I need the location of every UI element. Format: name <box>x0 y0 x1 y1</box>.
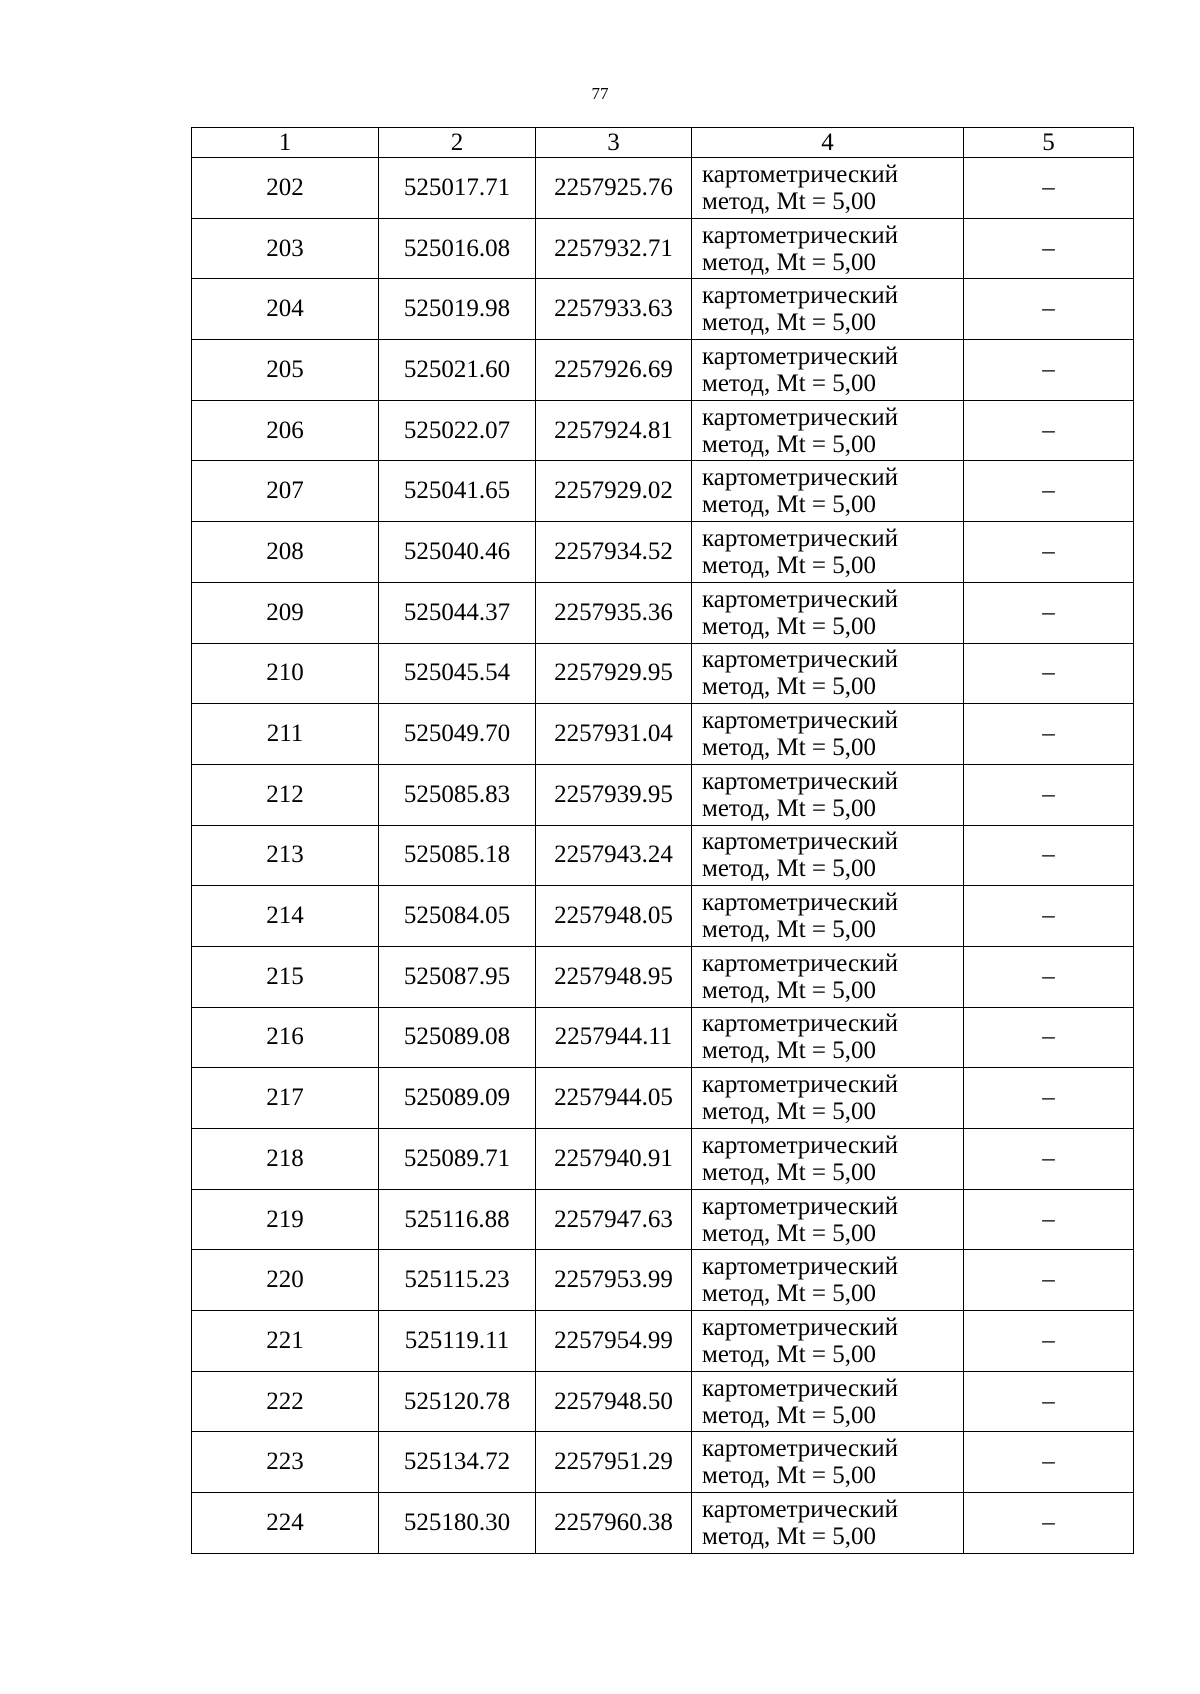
table-row <box>192 1432 1134 1493</box>
method-line-1: картометрический <box>702 1253 898 1281</box>
method-line-2: метод, Mt = 5,00 <box>702 976 877 1004</box>
coord-x-cell: 525180.30 <box>379 1493 536 1554</box>
point-number-cell: 210 <box>192 643 379 704</box>
table-row <box>192 1493 1134 1554</box>
coord-x-cell: 525017.71 <box>379 158 536 219</box>
point-number-cell: 220 <box>192 1250 379 1311</box>
point-number-cell: 216 <box>192 1007 379 1068</box>
header-col-5: 5 <box>964 128 1134 158</box>
coord-x-cell: 525084.05 <box>379 886 536 947</box>
method-line-2: метод, Mt = 5,00 <box>702 916 877 944</box>
method-cell <box>692 946 964 1007</box>
method-cell <box>692 158 964 219</box>
coord-y-cell: 2257929.02 <box>536 461 692 522</box>
method-line-2: метод, Mt = 5,00 <box>702 855 877 883</box>
note-cell: – <box>964 461 1134 522</box>
point-number-cell: 212 <box>192 764 379 825</box>
coord-y-cell: 2257948.50 <box>536 1371 692 1432</box>
coord-x-cell: 525044.37 <box>379 582 536 643</box>
coord-y-cell: 2257948.05 <box>536 886 692 947</box>
coord-y-cell: 2257931.04 <box>536 704 692 765</box>
coord-x-cell: 525134.72 <box>379 1432 536 1493</box>
coord-y-cell: 2257935.36 <box>536 582 692 643</box>
point-number-cell: 219 <box>192 1189 379 1250</box>
coord-x-cell: 525120.78 <box>379 1371 536 1432</box>
point-number-cell: 205 <box>192 340 379 401</box>
note-cell: – <box>964 582 1134 643</box>
coord-y-cell: 2257934.52 <box>536 522 692 583</box>
header-col-1: 1 <box>192 128 379 158</box>
table-row <box>192 582 1134 643</box>
coord-x-cell: 525041.65 <box>379 461 536 522</box>
point-number-cell: 215 <box>192 946 379 1007</box>
note-cell: – <box>964 643 1134 704</box>
note-cell: – <box>964 1189 1134 1250</box>
header-col-2: 2 <box>379 128 536 158</box>
note-cell: – <box>964 946 1134 1007</box>
method-line-2: метод, Mt = 5,00 <box>702 248 877 276</box>
coord-y-cell: 2257933.63 <box>536 279 692 340</box>
method-line-1: картометрический <box>702 464 898 492</box>
method-line-1: картометрический <box>702 403 898 431</box>
coord-y-cell: 2257926.69 <box>536 340 692 401</box>
method-line-1: картометрический <box>702 828 898 856</box>
table-row <box>192 1068 1134 1129</box>
method-line-2: метод, Mt = 5,00 <box>702 734 877 762</box>
table-row <box>192 158 1134 219</box>
note-cell: – <box>964 764 1134 825</box>
method-cell <box>692 1493 964 1554</box>
method-cell <box>692 1068 964 1129</box>
coord-y-cell: 2257929.95 <box>536 643 692 704</box>
table-row <box>192 522 1134 583</box>
coord-y-cell: 2257944.11 <box>536 1007 692 1068</box>
table-row <box>192 643 1134 704</box>
table-row <box>192 1250 1134 1311</box>
note-cell: – <box>964 522 1134 583</box>
method-cell <box>692 1371 964 1432</box>
method-line-1: картометрический <box>702 342 898 370</box>
method-cell <box>692 582 964 643</box>
point-number-cell: 204 <box>192 279 379 340</box>
method-line-2: метод, Mt = 5,00 <box>702 1098 877 1126</box>
method-line-1: картометрический <box>702 1495 898 1523</box>
method-cell <box>692 1189 964 1250</box>
point-number-cell: 217 <box>192 1068 379 1129</box>
coord-y-cell: 2257954.99 <box>536 1311 692 1372</box>
table-row <box>192 279 1134 340</box>
method-line-2: метод, Mt = 5,00 <box>702 1522 877 1550</box>
coord-x-cell: 525040.46 <box>379 522 536 583</box>
method-cell <box>692 279 964 340</box>
coord-y-cell: 2257953.99 <box>536 1250 692 1311</box>
coordinates-table <box>191 127 1134 1554</box>
point-number-cell: 206 <box>192 400 379 461</box>
table-row <box>192 704 1134 765</box>
method-line-2: метод, Mt = 5,00 <box>702 1401 877 1429</box>
coord-x-cell: 525116.88 <box>379 1189 536 1250</box>
method-line-2: метод, Mt = 5,00 <box>702 430 877 458</box>
point-number-cell: 208 <box>192 522 379 583</box>
coord-y-cell: 2257948.95 <box>536 946 692 1007</box>
table-row <box>192 400 1134 461</box>
coord-x-cell: 525019.98 <box>379 279 536 340</box>
method-line-2: метод, Mt = 5,00 <box>702 1462 877 1490</box>
coord-x-cell: 525119.11 <box>379 1311 536 1372</box>
table-row <box>192 218 1134 279</box>
note-cell: – <box>964 1432 1134 1493</box>
method-line-2: метод, Mt = 5,00 <box>702 1158 877 1186</box>
coord-y-cell: 2257951.29 <box>536 1432 692 1493</box>
coord-y-cell: 2257939.95 <box>536 764 692 825</box>
table-row <box>192 946 1134 1007</box>
table-row <box>192 1189 1134 1250</box>
header-col-3: 3 <box>536 128 692 158</box>
point-number-cell: 221 <box>192 1311 379 1372</box>
method-cell <box>692 1250 964 1311</box>
point-number-cell: 211 <box>192 704 379 765</box>
table-row <box>192 1311 1134 1372</box>
method-line-1: картометрический <box>702 282 898 310</box>
coord-x-cell: 525049.70 <box>379 704 536 765</box>
method-line-2: метод, Mt = 5,00 <box>702 1037 877 1065</box>
method-line-2: метод, Mt = 5,00 <box>702 187 877 215</box>
table-row <box>192 886 1134 947</box>
method-line-2: метод, Mt = 5,00 <box>702 673 877 701</box>
coord-y-cell: 2257924.81 <box>536 400 692 461</box>
method-line-1: картометрический <box>702 221 898 249</box>
method-line-1: картометрический <box>702 1313 898 1341</box>
method-cell <box>692 340 964 401</box>
method-cell <box>692 1311 964 1372</box>
note-cell: – <box>964 1371 1134 1432</box>
coord-x-cell: 525022.07 <box>379 400 536 461</box>
point-number-cell: 207 <box>192 461 379 522</box>
method-cell <box>692 461 964 522</box>
method-line-2: метод, Mt = 5,00 <box>702 491 877 519</box>
method-line-1: картометрический <box>702 889 898 917</box>
table-row <box>192 1129 1134 1190</box>
method-cell <box>692 643 964 704</box>
coord-y-cell: 2257943.24 <box>536 825 692 886</box>
point-number-cell: 214 <box>192 886 379 947</box>
method-cell <box>692 1007 964 1068</box>
method-line-1: картометрический <box>702 949 898 977</box>
coord-x-cell: 525085.83 <box>379 764 536 825</box>
note-cell: – <box>964 1493 1134 1554</box>
note-cell: – <box>964 340 1134 401</box>
method-cell <box>692 522 964 583</box>
point-number-cell: 222 <box>192 1371 379 1432</box>
method-line-1: картометрический <box>702 767 898 795</box>
method-line-1: картометрический <box>702 646 898 674</box>
method-cell <box>692 886 964 947</box>
method-cell <box>692 704 964 765</box>
method-line-2: метод, Mt = 5,00 <box>702 794 877 822</box>
table-row <box>192 764 1134 825</box>
coord-x-cell: 525115.23 <box>379 1250 536 1311</box>
header-row <box>192 128 1134 158</box>
point-number-cell: 218 <box>192 1129 379 1190</box>
table-body <box>192 158 1134 1554</box>
coord-x-cell: 525089.08 <box>379 1007 536 1068</box>
method-line-1: картометрический <box>702 524 898 552</box>
method-cell <box>692 764 964 825</box>
point-number-cell: 223 <box>192 1432 379 1493</box>
coord-y-cell: 2257944.05 <box>536 1068 692 1129</box>
note-cell: – <box>964 1068 1134 1129</box>
coord-y-cell: 2257925.76 <box>536 158 692 219</box>
method-line-2: метод, Mt = 5,00 <box>702 1280 877 1308</box>
method-line-1: картометрический <box>702 1374 898 1402</box>
method-line-2: метод, Mt = 5,00 <box>702 612 877 640</box>
method-cell <box>692 1432 964 1493</box>
table-row <box>192 1007 1134 1068</box>
method-cell <box>692 825 964 886</box>
method-line-2: метод, Mt = 5,00 <box>702 1340 877 1368</box>
method-cell <box>692 400 964 461</box>
coord-y-cell: 2257932.71 <box>536 218 692 279</box>
note-cell: – <box>964 1129 1134 1190</box>
method-line-1: картометрический <box>702 1071 898 1099</box>
method-line-2: метод, Mt = 5,00 <box>702 369 877 397</box>
method-line-1: картометрический <box>702 585 898 613</box>
coord-x-cell: 525089.09 <box>379 1068 536 1129</box>
coord-y-cell: 2257940.91 <box>536 1129 692 1190</box>
method-line-1: картометрический <box>702 1192 898 1220</box>
coord-x-cell: 525016.08 <box>379 218 536 279</box>
point-number-cell: 202 <box>192 158 379 219</box>
page-number: 77 <box>591 84 609 103</box>
method-line-1: картометрический <box>702 1435 898 1463</box>
note-cell: – <box>964 218 1134 279</box>
point-number-cell: 203 <box>192 218 379 279</box>
table-row <box>192 340 1134 401</box>
note-cell: – <box>964 279 1134 340</box>
point-number-cell: 224 <box>192 1493 379 1554</box>
method-line-1: картометрический <box>702 160 898 188</box>
note-cell: – <box>964 1007 1134 1068</box>
method-line-2: метод, Mt = 5,00 <box>702 1219 877 1247</box>
note-cell: – <box>964 1311 1134 1372</box>
method-line-2: метод, Mt = 5,00 <box>702 551 877 579</box>
coord-x-cell: 525089.71 <box>379 1129 536 1190</box>
coord-y-cell: 2257960.38 <box>536 1493 692 1554</box>
note-cell: – <box>964 825 1134 886</box>
coord-x-cell: 525085.18 <box>379 825 536 886</box>
header-col-4: 4 <box>692 128 964 158</box>
note-cell: – <box>964 1250 1134 1311</box>
coord-x-cell: 525087.95 <box>379 946 536 1007</box>
coord-x-cell: 525045.54 <box>379 643 536 704</box>
note-cell: – <box>964 704 1134 765</box>
note-cell: – <box>964 886 1134 947</box>
note-cell: – <box>964 400 1134 461</box>
table-row <box>192 825 1134 886</box>
coord-x-cell: 525021.60 <box>379 340 536 401</box>
coord-y-cell: 2257947.63 <box>536 1189 692 1250</box>
method-cell <box>692 218 964 279</box>
method-cell <box>692 1129 964 1190</box>
note-cell: – <box>964 158 1134 219</box>
table-row <box>192 461 1134 522</box>
method-line-1: картометрический <box>702 707 898 735</box>
method-line-1: картометрический <box>702 1131 898 1159</box>
point-number-cell: 213 <box>192 825 379 886</box>
method-line-2: метод, Mt = 5,00 <box>702 309 877 337</box>
point-number-cell: 209 <box>192 582 379 643</box>
method-line-1: картометрический <box>702 1010 898 1038</box>
table-row <box>192 1371 1134 1432</box>
